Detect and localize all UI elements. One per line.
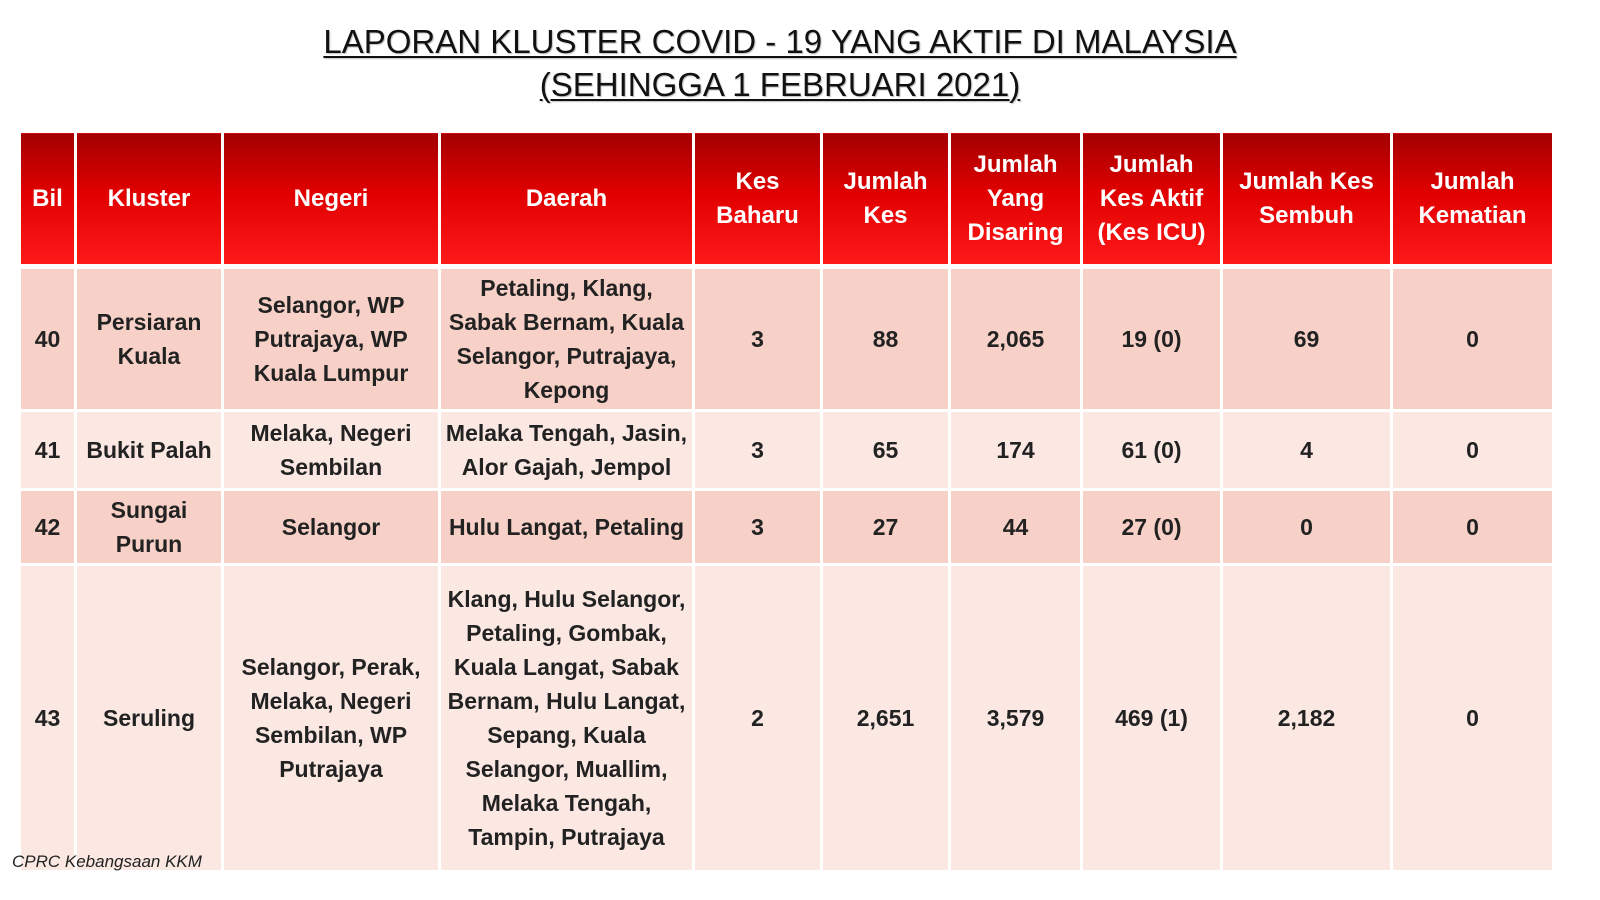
cell-jumlah-disaring: 3,579 [950,565,1082,872]
cell-kematian: 0 [1392,267,1554,411]
cell-daerah: Petaling, Klang, Sabak Bernam, Kuala Selangor, Putrajaya, Kepong [440,267,694,411]
cell-jumlah-kes: 88 [822,267,950,411]
cell-negeri: Melaka, Negeri Sembilan [223,411,440,490]
cell-bil: 40 [20,267,76,411]
page-title [0,20,1560,106]
cell-kes-aktif: 19 (0) [1082,267,1222,411]
cell-kes-sembuh: 69 [1222,267,1392,411]
cell-jumlah-kes: 2,651 [822,565,950,872]
cell-kematian: 0 [1392,411,1554,490]
header-bil: Bil [20,132,76,267]
header-jumlah-disaring: Jumlah Yang Disaring [950,132,1082,267]
table-row [20,565,1554,872]
cell-jumlah-disaring: 2,065 [950,267,1082,411]
header-kes-aktif: Jumlah Kes Aktif (Kes ICU) [1082,132,1222,267]
cell-kluster: Bukit Palah [76,411,223,490]
cell-kes-baharu: 2 [694,565,822,872]
table-row [20,267,1554,411]
cell-jumlah-disaring: 174 [950,411,1082,490]
cell-kes-baharu: 3 [694,490,822,565]
source-note: CPRC Kebangsaan KKM [12,852,202,871]
cell-kes-baharu: 3 [694,411,822,490]
table-header-row [20,132,1554,267]
cell-kes-sembuh: 2,182 [1222,565,1392,872]
cell-daerah: Melaka Tengah, Jasin, Alor Gajah, Jempol [440,411,694,490]
table-row [20,490,1554,565]
cluster-report-table [18,130,1555,873]
cell-kes-aktif: 27 (0) [1082,490,1222,565]
header-daerah: Daerah [440,132,694,267]
cell-kematian: 0 [1392,565,1554,872]
cell-bil: 42 [20,490,76,565]
header-kes-baharu: Kes Baharu [694,132,822,267]
cell-jumlah-disaring: 44 [950,490,1082,565]
title-line-1: LAPORAN KLUSTER COVID - 19 YANG AKTIF DI MALAYSIA [323,23,1237,60]
cell-kluster: Seruling [76,565,223,872]
cell-negeri: Selangor, WP Putrajaya, WP Kuala Lumpur [223,267,440,411]
header-kematian: Jumlah Kematian [1392,132,1554,267]
cell-kematian: 0 [1392,490,1554,565]
cell-kluster: Persiaran Kuala [76,267,223,411]
cell-bil: 43 [20,565,76,872]
cell-kes-sembuh: 0 [1222,490,1392,565]
cell-daerah: Klang, Hulu Selangor, Petaling, Gombak, Kuala Langat, Sabak Bernam, Hulu Langat, Sepang, Kuala Selangor, Muallim, Melaka Tengah, Tampin, Putrajaya [440,565,694,872]
cell-negeri: Selangor, Perak, Melaka, Negeri Sembilan, WP Putrajaya [223,565,440,872]
header-negeri: Negeri [223,132,440,267]
cell-negeri: Selangor [223,490,440,565]
cell-jumlah-kes: 27 [822,490,950,565]
header-kluster: Kluster [76,132,223,267]
cell-kluster: Sungai Purun [76,490,223,565]
cell-jumlah-kes: 65 [822,411,950,490]
header-kes-sembuh: Jumlah Kes Sembuh [1222,132,1392,267]
title-line-2: (SEHINGGA 1 FEBRUARI 2021) [539,66,1021,103]
cell-kes-aktif: 469 (1) [1082,565,1222,872]
cell-bil: 41 [20,411,76,490]
cell-kes-sembuh: 4 [1222,411,1392,490]
cell-daerah: Hulu Langat, Petaling [440,490,694,565]
table-row [20,411,1554,490]
cell-kes-baharu: 3 [694,267,822,411]
cell-kes-aktif: 61 (0) [1082,411,1222,490]
header-jumlah-kes: Jumlah Kes [822,132,950,267]
